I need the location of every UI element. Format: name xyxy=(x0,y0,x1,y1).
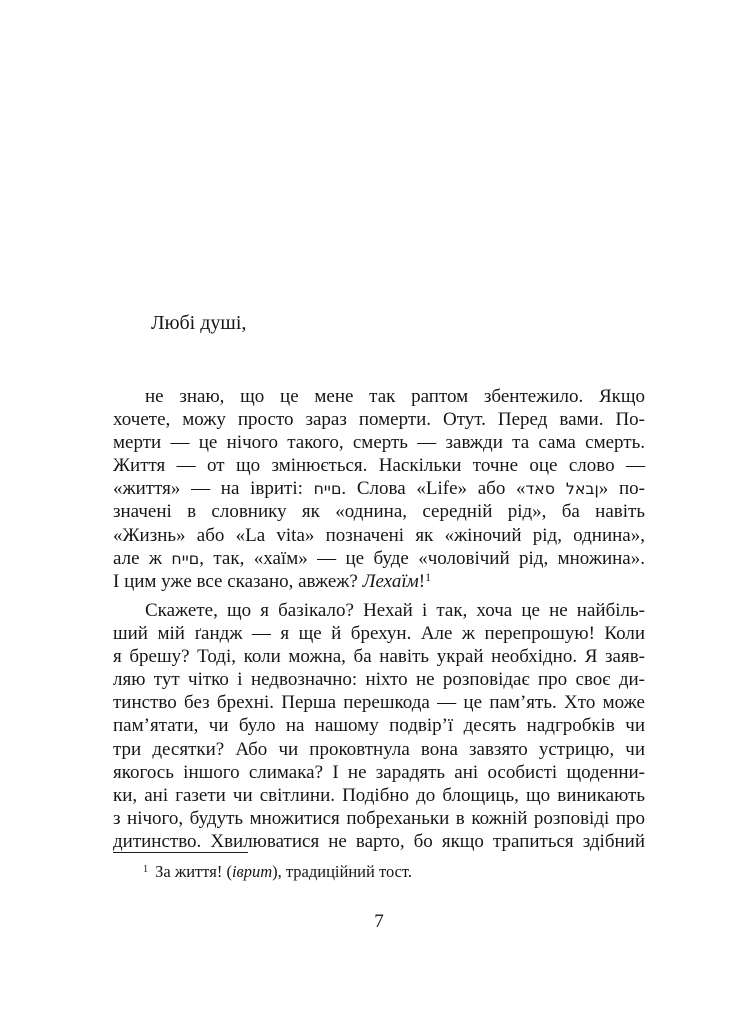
text-line xyxy=(113,570,645,593)
text-line xyxy=(113,761,645,784)
body-paragraph xyxy=(113,385,645,593)
text-run: значені в словнику як «однина, середній рід», ба навіть xyxy=(113,501,645,523)
text-line xyxy=(113,668,645,691)
text-run: , так, «хаїм» — це буде «чоловічий рід, множина». xyxy=(199,547,645,569)
text-run: тинство без брехні. Перша перешкода — це пам’ять. Хто може xyxy=(113,692,645,714)
text-run: ляю тут чітко і недвозначно: ніхто не розповідає про своє ди- xyxy=(113,669,645,691)
text-run: ки, ані газети чи світлини. Подібно до блощиць, що виникають xyxy=(113,784,645,806)
text-line xyxy=(113,500,645,523)
text-line xyxy=(113,714,645,737)
text-run: не знаю, що це мене так раптом збентежило. Якщо xyxy=(145,386,645,407)
text-run: І цим уже все сказано, авжеж? xyxy=(113,570,363,592)
text-run: я брешу? Тоді, коли можна, ба навіть украй необхідно. Я заяв- xyxy=(113,646,645,668)
text-line xyxy=(113,385,645,408)
footnote-marker: 1 xyxy=(143,863,149,875)
salutation-line: Любі душі, xyxy=(151,312,247,334)
text-run: ), традиційний тост. xyxy=(272,862,413,881)
text-run: ший мій ґандж — я ще й брехун. Але ж перепрошую! Коли xyxy=(113,623,645,645)
text-run: » по- xyxy=(598,478,645,500)
text-line xyxy=(113,547,645,570)
text-run: з нічого, будуть множитися побреханьки в кожній розповіді про xyxy=(113,807,645,829)
text-line xyxy=(113,807,645,830)
text-run: Скажете, що я базікало? Нехай і так, хоча це не найбіль- xyxy=(145,600,645,621)
text-line xyxy=(113,645,645,668)
text-line xyxy=(113,691,645,714)
page-number: 7 xyxy=(374,911,384,932)
footnote-separator-rule xyxy=(113,852,248,853)
hebrew-text: חיים xyxy=(171,548,200,568)
text-run: хочете, можу просто зараз померти. Отут. Перед вами. По- xyxy=(113,409,645,431)
footnote-reference-mark: 1 xyxy=(425,570,431,584)
text-line xyxy=(113,477,645,500)
text-run: але ж xyxy=(113,547,172,569)
text-line xyxy=(113,431,645,454)
text-run: ! xyxy=(418,570,426,592)
text-line xyxy=(113,830,645,853)
italic-text: Лехаїм xyxy=(362,570,419,592)
text-run: Життя — от що змінюється. Наскільки точне оце слово — xyxy=(113,455,645,477)
text-line xyxy=(113,784,645,807)
text-run: дитинство. Хвилюватися не варто, бо якщо трапиться здібний xyxy=(113,830,645,852)
hebrew-text: דאס לאבן xyxy=(525,479,599,499)
text-run: «Жизнь» або «La vita» позначені як «жіночий рід, однина», xyxy=(113,524,645,546)
text-line xyxy=(113,408,645,431)
italic-text: іврит xyxy=(231,862,273,881)
text-line xyxy=(113,454,645,477)
text-run: три десятки? Або чи проковтнула вона завзято устрицю, чи xyxy=(113,738,645,760)
body-paragraph xyxy=(113,599,645,853)
hebrew-text: חיים xyxy=(313,479,342,499)
text-run: За життя! ( xyxy=(155,862,232,881)
text-run: пам’ятати, чи було на нашому подвір’ї десять надгробків чи xyxy=(113,715,645,737)
text-line xyxy=(113,524,645,547)
text-line xyxy=(113,738,645,761)
text-line xyxy=(113,622,645,645)
footnote xyxy=(113,861,675,882)
text-run: мерти — це нічого такого, смерть — завжди та сама смерть. xyxy=(113,432,645,454)
text-run: якогось іншого слимака? І не зарадять ані особисті щоденни- xyxy=(113,761,645,783)
text-run: . Слова «Life» або « xyxy=(341,478,526,500)
text-run: «життя» — на івриті: xyxy=(113,478,314,500)
text-line xyxy=(113,599,645,622)
